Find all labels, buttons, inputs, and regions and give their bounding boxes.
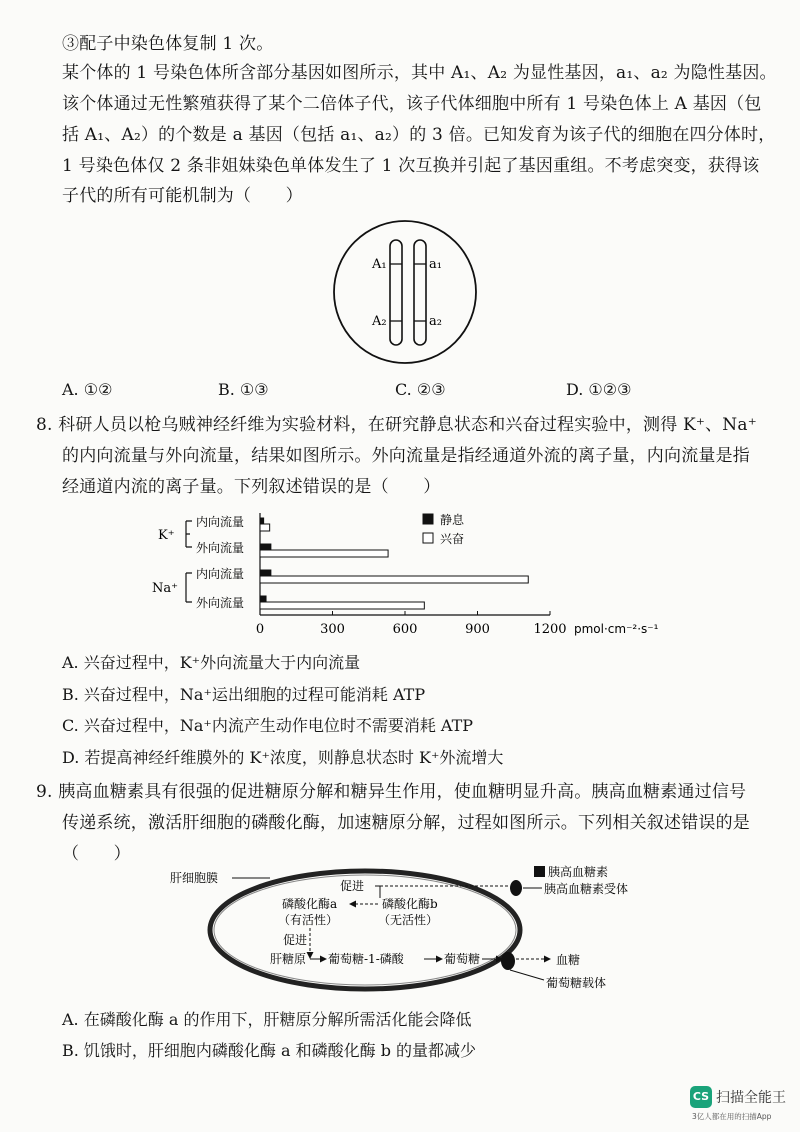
group-label-k: K⁺	[158, 528, 175, 543]
bar-excite-3	[260, 602, 424, 609]
glucose-carrier	[501, 952, 515, 970]
x-tick-label-2: 600	[392, 622, 418, 637]
q8-option-c[interactable]: C. 兴奋过程中，Na⁺内流产生动作电位时不需要消耗 ATP	[62, 716, 474, 735]
legend-swatch-rest	[423, 514, 433, 524]
q7-stem-line-5: 子代的所有可能机制为（ ）	[62, 186, 303, 206]
scanner-sub: 3亿人都在用的扫描App	[692, 1112, 772, 1121]
liver-cell-diagram	[170, 858, 650, 998]
cell-circle	[334, 221, 476, 363]
q9-option-b[interactable]: B. 饥饿时，肝细胞内磷酸化酶 a 和磷酸化酶 b 的量都减少	[62, 1041, 477, 1060]
cat-label-1: 外向流量	[196, 541, 245, 555]
x-tick-label-4: 1200	[533, 622, 567, 637]
bracket-na	[186, 573, 192, 602]
label-promote-2: 促进	[283, 933, 308, 947]
label-enzyme-b: 磷酸化酶b	[382, 897, 438, 911]
bar-excite-0	[260, 524, 270, 531]
chromatid-left	[390, 240, 402, 345]
q7-option-b[interactable]: B. ①③	[218, 380, 269, 399]
chromosome-figure	[330, 217, 480, 367]
q7-stem-line-2: 该个体通过无性繁殖获得了某个二倍体子代，该子代体细胞中所有 1 号染色体上 A 基因（包	[62, 94, 762, 114]
label-hormone: 胰高血糖素	[548, 865, 609, 879]
chromatid-right	[414, 240, 426, 345]
bracket-k	[186, 521, 192, 547]
x-tick-label-1: 300	[320, 622, 345, 637]
q7-option-d[interactable]: D. ①②③	[566, 380, 632, 399]
gene-a1: a₁	[429, 257, 442, 272]
label-membrane: 肝细胞膜	[170, 871, 219, 885]
label-enzyme-b-state: （无活性）	[378, 913, 439, 927]
label-glycogen: 肝糖原	[270, 952, 307, 966]
gene-a2: a₂	[429, 314, 442, 329]
q7-stem-line-4: 1 号染色体仅 2 条非姐妹染色单体发生了 1 次互换并引起了基因重组。不考虑突变，获得该	[62, 156, 760, 176]
bar-excite-1	[260, 550, 388, 557]
q9-stem-line-1: 传递系统，激活肝细胞的磷酸化酶，加速糖原分解，过程如图所示。下列相关叙述错误的是	[62, 813, 750, 833]
legend-label-rest: 静息	[440, 513, 465, 527]
label-enzyme-a: 磷酸化酶a	[282, 897, 338, 911]
x-tick-label-3: 900	[465, 622, 490, 637]
q8-option-d[interactable]: D. 若提高神经纤维膜外的 K⁺浓度，则静息状态时 K⁺外流增大	[62, 748, 504, 767]
scanner-logo: CS	[690, 1086, 712, 1108]
legend-label-excite: 兴奋	[440, 532, 465, 546]
gene-A1: A₁	[372, 257, 387, 272]
q8-option-b[interactable]: B. 兴奋过程中，Na⁺运出细胞的过程可能消耗 ATP	[62, 685, 426, 704]
legend-swatch-excite	[423, 533, 433, 543]
cat-label-0: 内向流量	[196, 515, 245, 529]
x-tick-label-0: 0	[255, 622, 265, 637]
bar-excite-2	[260, 576, 528, 583]
q7-stem-line-3: 括 A₁、A₂）的个数是 a 基因（包括 a₁、a₂）的 3 倍。已知发育为该子代的细胞在四分体时，	[62, 125, 776, 145]
group-label-na: Na⁺	[152, 581, 178, 596]
label-g1p: 葡萄糖-1-磷酸	[328, 952, 404, 966]
cell-membrane	[210, 871, 520, 989]
q7-stem-line-0: ③配子中染色体复制 1 次。	[62, 34, 274, 54]
q8-stem-line-1: 的内向流量与外向流量，结果如图所示。外向流量是指经通道外流的离子量，内向流量是指	[62, 446, 750, 466]
q9-option-a[interactable]: A. 在磷酸化酶 a 的作用下，肝糖原分解所需活化能会降低	[62, 1010, 472, 1029]
label-receptor: 胰高血糖素受体	[544, 882, 629, 896]
scanner-name: 扫描全能王	[716, 1090, 786, 1106]
label-promote-1: 促进	[340, 879, 365, 893]
label-glucose: 葡萄糖	[444, 952, 481, 966]
q9-stem-line-0: 9. 胰高血糖素具有很强的促进糖原分解和糖异生作用，使血糖明显升高。胰高血糖素通过信号	[36, 782, 747, 802]
label-carrier: 葡萄糖载体	[546, 976, 607, 990]
q8-option-a[interactable]: A. 兴奋过程中，K⁺外向流量大于内向流量	[62, 653, 361, 672]
q8-stem-line-0: 8. 科研人员以枪乌贼神经纤维为实验材料，在研究静息状态和兴奋过程实验中，测得 K⁺、Na⁺	[36, 415, 757, 435]
q7-stem-line-1: 某个体的 1 号染色体所含部分基因如图所示，其中 A₁、A₂ 为显性基因，a₁、a₂ 为隐性基因。	[62, 63, 777, 83]
x-unit: pmol·cm⁻²·s⁻¹	[574, 622, 659, 636]
cat-label-3: 外向流量	[196, 596, 245, 610]
cat-label-2: 内向流量	[196, 567, 245, 581]
label-enzyme-a-state: （有活性）	[278, 913, 339, 927]
receptor	[510, 880, 522, 896]
hormone-square	[534, 866, 545, 877]
q8-stem-line-2: 经通道内流的离子量。下列叙述错误的是（ ）	[62, 477, 441, 497]
q9-stem-line-2: （ ）	[62, 844, 131, 864]
label-blood-sugar: 血糖	[556, 953, 581, 967]
gene-A2: A₂	[372, 314, 387, 329]
q7-option-c[interactable]: C. ②③	[395, 380, 446, 399]
q7-option-a[interactable]: A. ①②	[62, 380, 113, 399]
ion-flux-chart	[150, 505, 690, 645]
